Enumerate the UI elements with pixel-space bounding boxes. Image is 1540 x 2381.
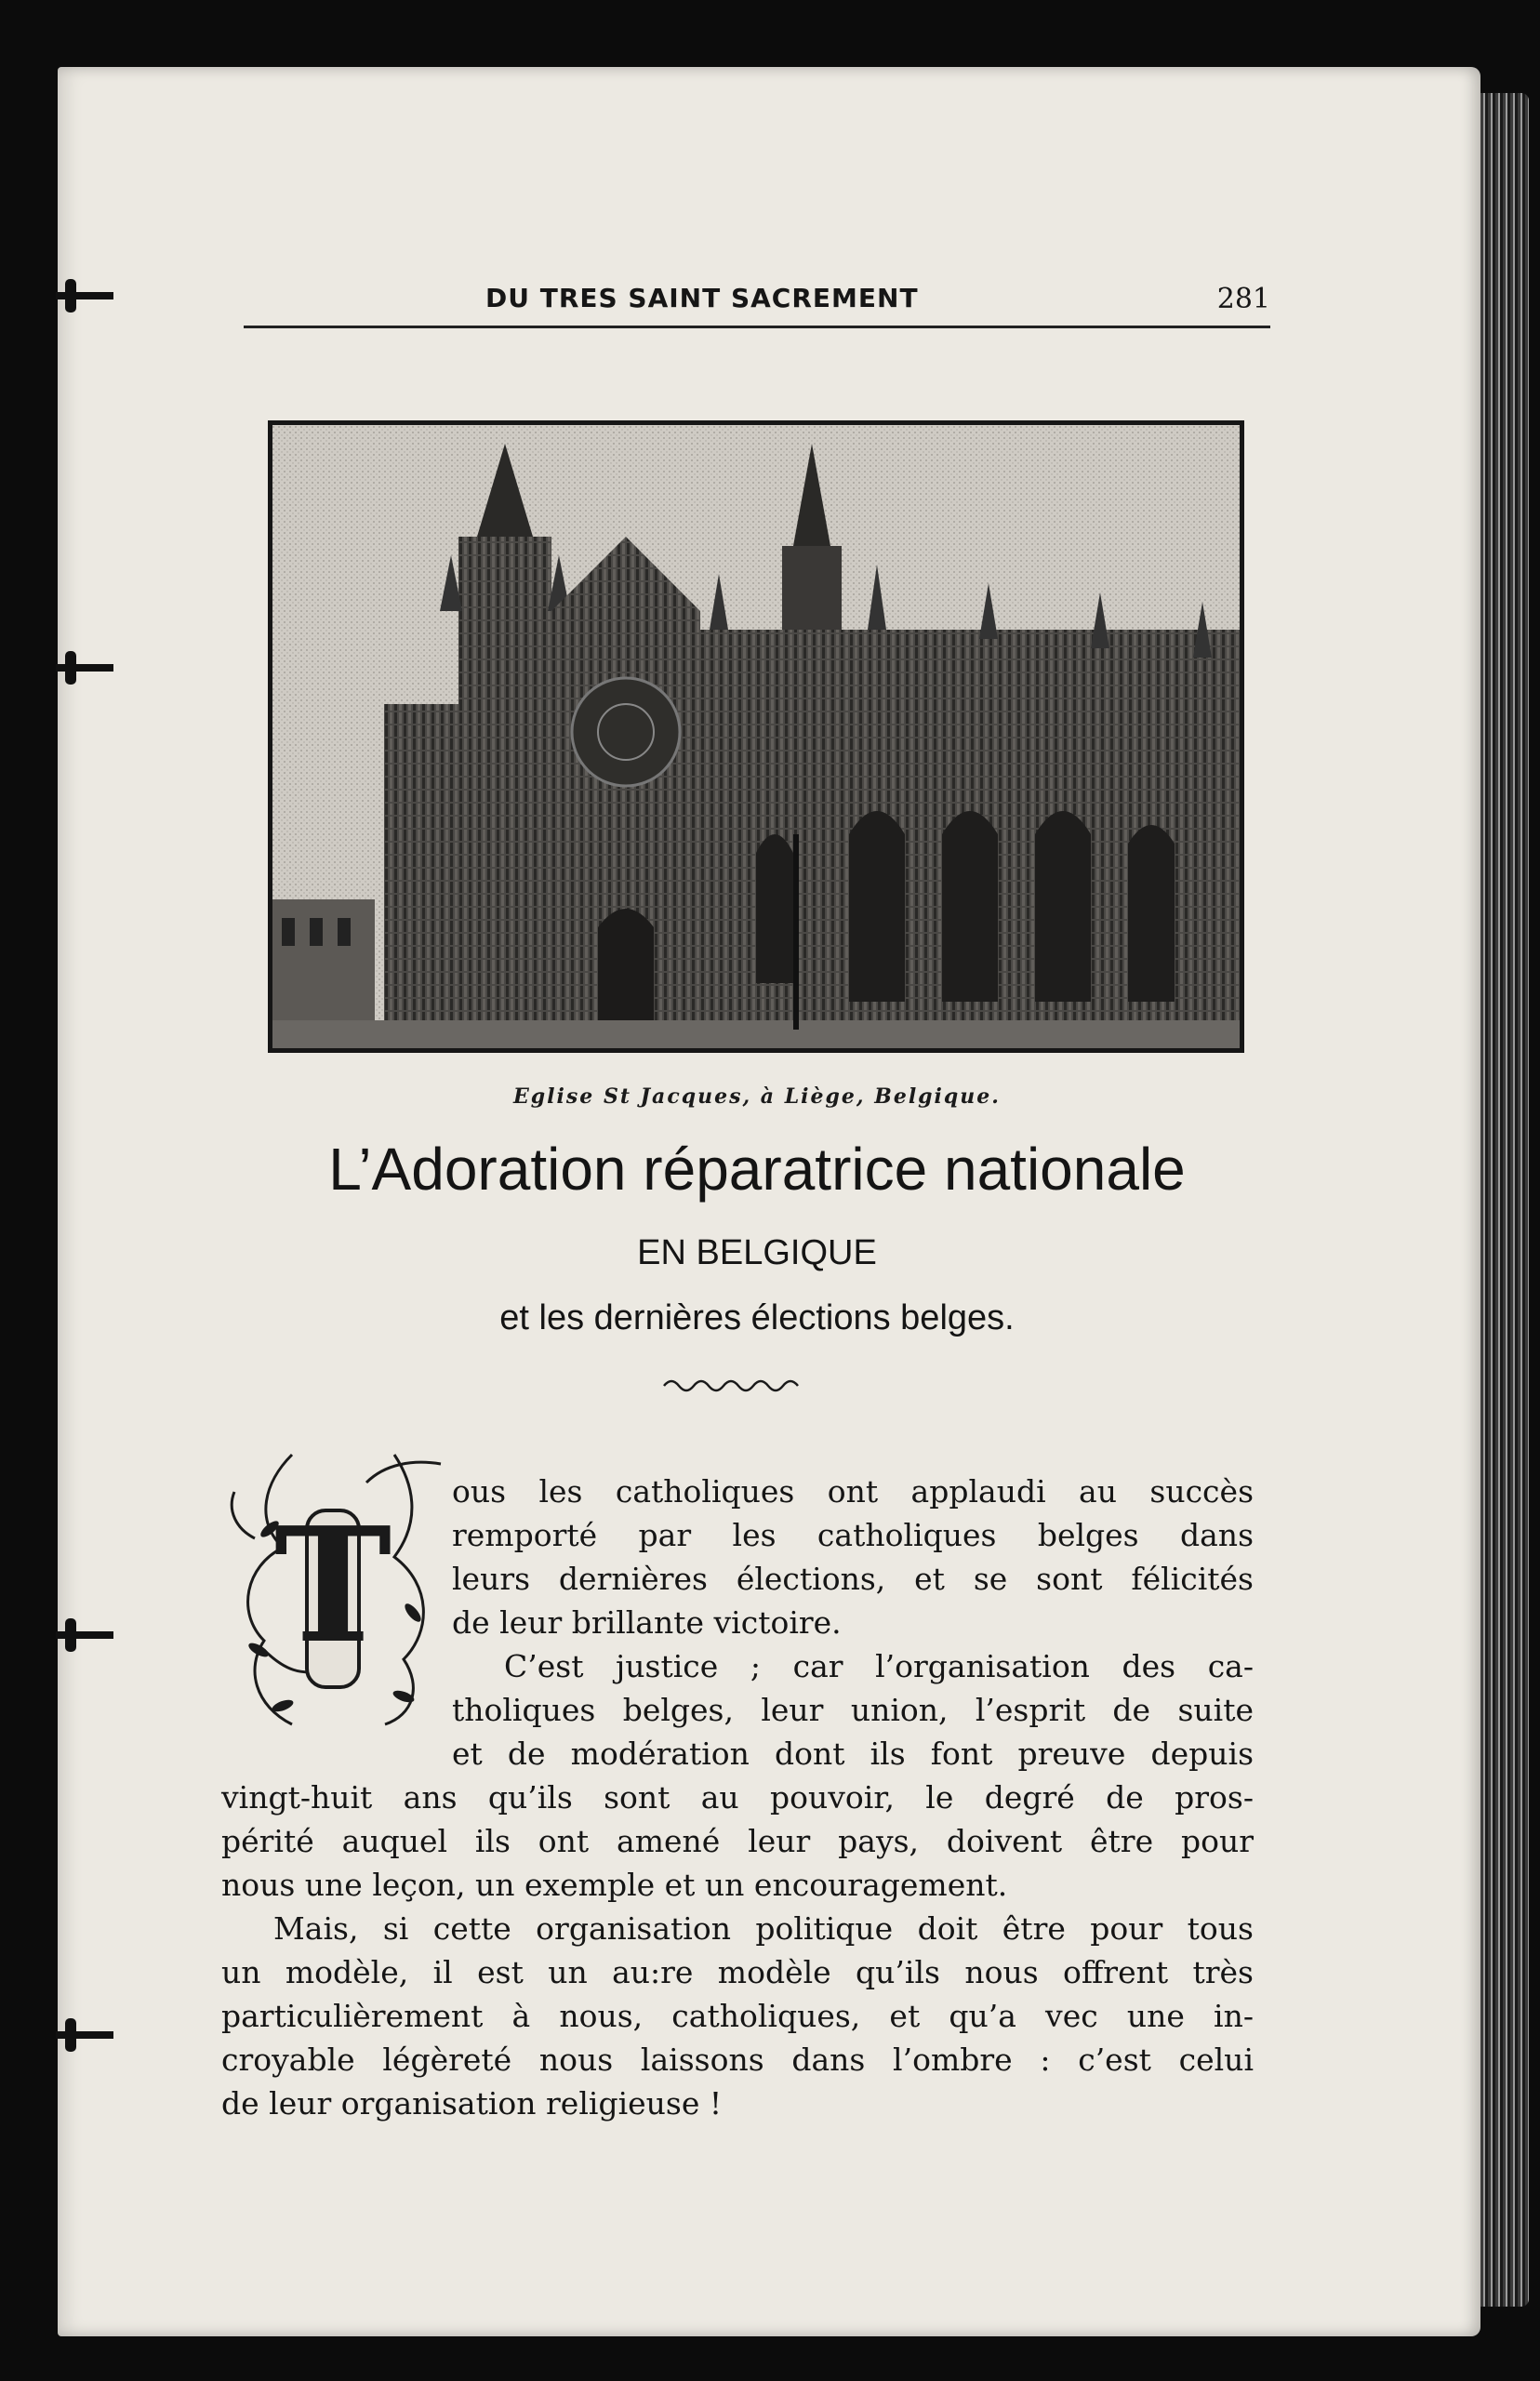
text-line: un modèle, il est un au:re modèle qu’ils nous offrent très bbox=[221, 1954, 1254, 1990]
binding-thread-mark bbox=[56, 2031, 113, 2039]
paragraph-3 bbox=[221, 1907, 1254, 2125]
running-title: DU TRES SAINT SACREMENT bbox=[485, 283, 919, 313]
text-line: croyable légèreté nous laissons dans l’ombre : c’est celui bbox=[221, 2042, 1254, 2078]
binding-thread-mark bbox=[56, 664, 113, 672]
text-line: leurs dernières élections, et se sont félicités bbox=[452, 1561, 1254, 1597]
text-line: Mais, si cette organisation politique doit être pour tous bbox=[273, 1910, 1254, 1947]
paragraph-2-indented bbox=[221, 1644, 1254, 1776]
paragraph-2-full bbox=[221, 1776, 1254, 1907]
ornament-divider bbox=[662, 1373, 802, 1395]
paragraph-1 bbox=[221, 1470, 1254, 1644]
text-line: tholiques belges, leur union, l’esprit de suite bbox=[452, 1692, 1254, 1728]
church-illustration bbox=[272, 425, 1240, 1048]
text-line: et de modération dont ils font preuve depuis bbox=[452, 1736, 1254, 1772]
figure-caption: Eglise St Jacques, à Liège, Belgique. bbox=[513, 1084, 1001, 1109]
text-line: C’est justice ; car l’organisation des ca- bbox=[504, 1648, 1254, 1684]
binding-thread-mark bbox=[56, 1631, 113, 1639]
article-subsubtitle: et les dernières élections belges. bbox=[499, 1298, 1015, 1337]
dropcap-letter: T bbox=[273, 1493, 392, 1679]
text-line: particulièrement à nous, catholiques, et qu’a vec une in- bbox=[221, 1998, 1254, 2034]
text-line: de leur organisation religieuse ! bbox=[221, 2085, 723, 2122]
article-subtitle: EN BELGIQUE bbox=[637, 1233, 877, 1272]
page-number: 281 bbox=[1216, 283, 1270, 315]
church-photograph bbox=[268, 420, 1244, 1053]
binding-thread-mark bbox=[56, 292, 113, 299]
running-head bbox=[244, 279, 1270, 328]
text-line: périté auquel ils ont amené leur pays, doivent être pour bbox=[221, 1823, 1254, 1859]
text-line: remporté par les catholiques belges dans bbox=[452, 1517, 1254, 1553]
article-body bbox=[221, 1470, 1254, 2125]
article-title: L’Adoration réparatrice nationale bbox=[328, 1136, 1186, 1203]
text-line: nous une leçon, un exemple et un encouragement. bbox=[221, 1867, 1008, 1903]
text-line: de leur brillante victoire. bbox=[452, 1604, 842, 1641]
text-line: ous les catholiques ont applaudi au succès bbox=[452, 1473, 1254, 1510]
text-line: vingt-huit ans qu’ils sont au pouvoir, le degré de pros- bbox=[221, 1779, 1254, 1816]
page-edges bbox=[1480, 93, 1529, 2307]
